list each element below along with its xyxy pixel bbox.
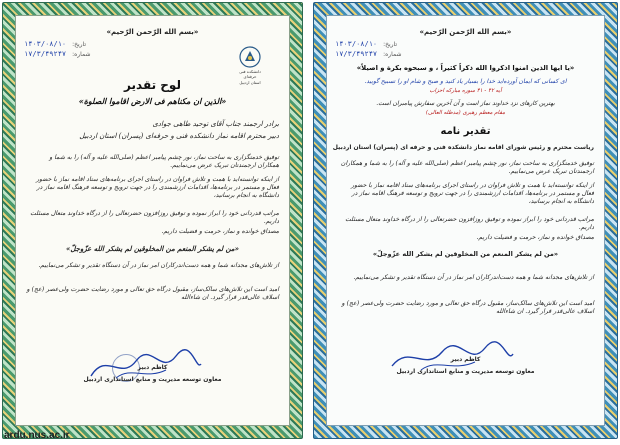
date-value: ۱۴۰۳/۰۸/۱۰ bbox=[24, 40, 67, 48]
bismillah: «بسم الله الرّحمن الرّحیم» bbox=[419, 28, 512, 36]
number-value: ۱۷/۳/۴۹۲۴۷ bbox=[24, 50, 67, 58]
closing-1: از تلاش‌های مجدانه شما و همه دست‌اندرکاران امر نماز در آن دستگاه تقدیر و تشکر می‌نماییم. bbox=[38, 262, 279, 269]
right-certificate-page bbox=[326, 15, 605, 426]
quran-verse: «الذین ان مکناهم فی الارض اقاموا الصلوة» bbox=[78, 96, 227, 106]
paragraph-2: از اینکه توانسته‌اید با همت و تلاش فراوان در راستای اجرای برنامه‌های ستاد اقامه نماز با حضور فعال و مستمر در برنامه‌ها، اقدامات ارزشمندی را در جهت ترویج و توسعه فرهنگ اقامه نماز در دانشگاه به انجام برسانید، bbox=[36, 176, 279, 199]
left-certificate bbox=[2, 2, 303, 439]
recipient-name: برادر ارجمند جناب آقای توحید طاهی جوادی bbox=[152, 120, 279, 128]
closing-2: امید است این تلاش‌های سالک‌ساز، مقبول درگاه حق تعالی و مورد رضایت حضرت ولی‌عصر (عج) و اسلاف عالی‌قدر قرار گیرد. ان شاءالله bbox=[26, 286, 279, 301]
signer-title: معاون توسعه مدیریت و منابع استانداری اردبیل bbox=[396, 368, 535, 375]
closing-2: امید است این تلاش‌های سالک‌ساز، مقبول درگاه حق تعالی و مورد رضایت حضرت ولی‌عصر (عج) و اسلاف عالی‌قدر قرار گیرد. ان شاءالله bbox=[341, 300, 594, 315]
date-field: تاریخ: ۱۴۰۳/۰۸/۱۰ bbox=[335, 40, 398, 48]
bismillah: «بسم الله الرّحمن الرّحیم» bbox=[106, 28, 199, 36]
signer-name: کاظم دبیر bbox=[450, 356, 481, 363]
hadith-source: مقام معظم رهبری (مدظله العالی) bbox=[425, 110, 506, 116]
paragraph-1: توفیق خدمتگزاری به ساحت نماز، نور چشم پیامبر اعظم (صلی‌الله علیه و آله) را به شما و همکاران ارجمندتان تبریک عرض می‌نماییم. bbox=[49, 154, 279, 169]
left-certificate-page bbox=[15, 15, 290, 426]
date-value: ۱۴۰۳/۰۸/۱۰ bbox=[335, 40, 378, 48]
recipient-position: دبیر محترم اقامه نماز دانشکده فنی و حرفه‌ای (پسران) استان اردبیل bbox=[79, 132, 279, 140]
site-watermark: ardu.nus.ac.ir bbox=[4, 430, 70, 441]
paragraph-1: توفیق خدمتگزاری به ساحت نماز، نور چشم پیامبر اعظم (صلی‌الله علیه و آله) را به شما و همکاران ارجمندتان تبریک عرض می‌نماییم. bbox=[340, 160, 594, 175]
verse-reference: آیه ۴۲ - ۴۱ سوره مبارکه احزاب bbox=[429, 88, 502, 94]
number-value: ۱۷/۳/۴۹۲۴۷ bbox=[335, 50, 378, 58]
date-field: تاریخ: ۱۴۰۳/۰۸/۱۰ bbox=[24, 40, 87, 48]
quran-verse: «یا ایها الذین امنوا اذکروا الله ذکراً کثیراً ، و سبحوه بکرة و اصیلاً» bbox=[356, 64, 575, 72]
institution-logo: دانشکده فنی حرفه‌ای استان اردبیل bbox=[235, 46, 265, 84]
number-field: شماره: ۱۷/۳/۴۹۲۴۷ bbox=[335, 50, 402, 58]
right-certificate bbox=[313, 2, 618, 439]
certificate-title: تقدیر نامه bbox=[440, 126, 491, 137]
certificate-title: لوح تقدیر bbox=[124, 78, 181, 92]
hadith-quote: «من لم یشکر المنعم من المخلوقین لم یشکر الله عزّوجلّ» bbox=[372, 250, 559, 258]
verse-translation: ای کسانی که ایمان آورده‌اید خدا را بسیار یاد کنید و صبح و شام او را تسبیح گویید. bbox=[364, 78, 567, 85]
paragraph-4: مصداق خوانده و نماز، حرمت و فضیلت داریم. bbox=[476, 234, 594, 241]
hadith-quote: «من لم یشکر المنعم من المخلوقین لم یشکر الله عزّوجلّ» bbox=[65, 244, 240, 253]
signer-title: معاون توسعه مدیریت و منابع استانداری اردبیل bbox=[83, 376, 222, 383]
paragraph-2: از اینکه توانسته‌اید با همت و تلاش فراوان در راستای اجرای برنامه‌های ستاد اقامه نماز با حضور فعال و مستمر در برنامه‌ها، اقدامات ارزشمندی را در جهت ترویج و توسعه فرهنگ اقامه نماز در دانشگاه به انجام برسانید، bbox=[351, 182, 594, 205]
paragraph-3: مراتب قدردانی خود را ابراز نموده و توفیق روزافزون حضرتعالی را از درگاه خداوند متعال مسئلت داریم. bbox=[345, 216, 594, 231]
paragraph-4: مصداق خوانده و نماز، حرمت و فضیلت داریم. bbox=[161, 228, 279, 235]
institution-emblem-icon bbox=[239, 46, 261, 68]
hadith-text: بهترین کارهای نزد خداوند نماز است و آن آخرین سفارش پیامبران است. bbox=[376, 100, 555, 107]
paragraph-3: مراتب قدردانی خود را ابراز نموده و توفیق روزافزون حضرتعالی را از درگاه خداوند متعال مسئلت داریم. bbox=[30, 210, 279, 225]
closing-1: از تلاش‌های مجدانه شما و همه دست‌اندرکاران امر نماز در آن دستگاه تقدیر و تشکر می‌نماییم. bbox=[353, 274, 594, 281]
recipient: ریاست محترم و رئیس شورای اقامه نماز دانشکده فنی و حرفه ای (پسران) استان اردبیل bbox=[332, 144, 594, 151]
number-field: شماره: ۱۷/۳/۴۹۲۴۷ bbox=[24, 50, 91, 58]
signer-name: کاظم دبیر bbox=[137, 364, 168, 371]
